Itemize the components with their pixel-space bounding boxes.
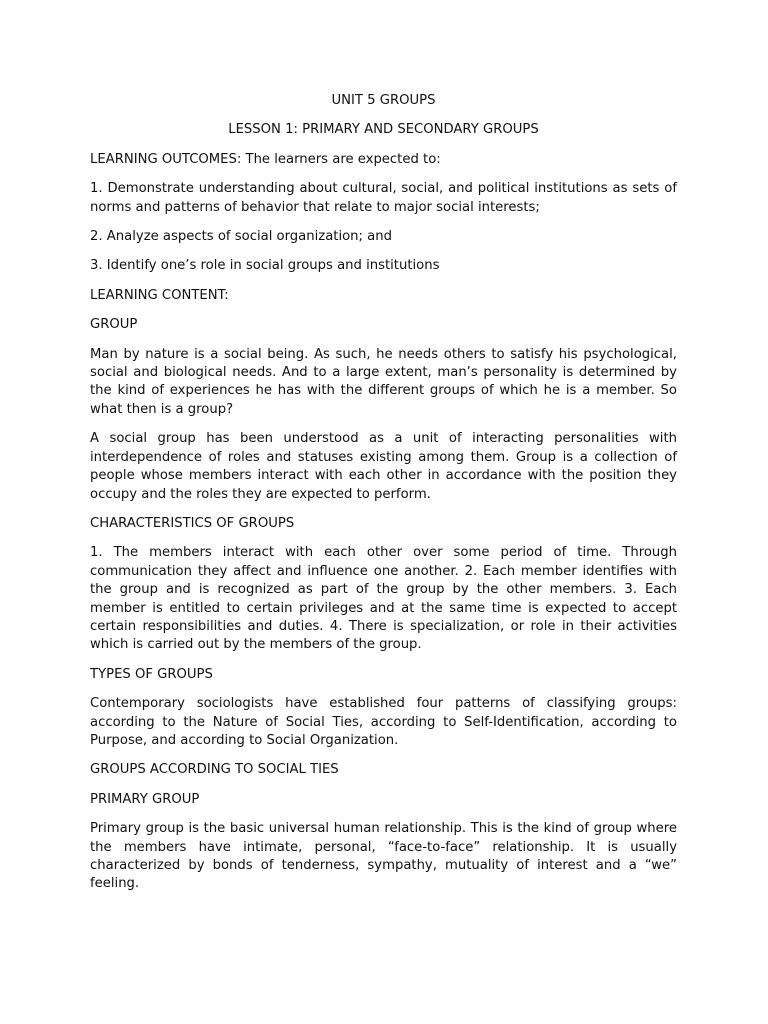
learning-outcomes-intro: LEARNING OUTCOMES: The learners are expected to: [90,151,441,167]
group-paragraph: Man by nature is a social being. As such, he needs others to satisfy his psychological, social and biological needs. And to a large extent, man’s personality is determined by the kind of experiences he has with the different groups of which he is a member. So what then is a group? [90,346,677,417]
group-definition-paragraph: A social group has been understood as a unit of interacting personalities with interdependence of roles and statuses existing among them. Group is a collection of people whose members interact with each other in accordance with the position they occupy and the roles they are expected to perform. [90,431,677,502]
primary-group-heading: PRIMARY GROUP [90,791,200,807]
group-heading: GROUP [90,317,138,333]
types-paragraph: Contemporary sociologists have established four patterns of classifying groups: according to the Nature of Social Ties, according to Self-Identification, according to Purpose, and according to Social Organization. [90,696,677,748]
outcome-item: 1. Demonstrate understanding about cultural, social, and political institutions as sets of norms and patterns of behavior that relate to major social interests; [90,181,677,215]
outcome-item: 3. Identify one’s role in social groups and institutions [90,258,440,274]
outcome-item: 2. Analyze aspects of social organization; and [90,229,392,245]
social-ties-heading: GROUPS ACCORDING TO SOCIAL TIES [90,762,339,778]
characteristics-heading: CHARACTERISTICS OF GROUPS [90,515,295,531]
characteristics-paragraph: 1. The members interact with each other over some period of time. Through communication they affect and influence one another. 2. Each member identifies with the group and is recognized as part of the group by the other members. 3. Each member is entitled to certain privileges and at the same time is expected to accept certain responsibilities and duties. 4. There is specialization, or role in their activities which is carried out by the members of the group. [90,545,677,653]
learning-content-heading: LEARNING CONTENT: [90,287,229,303]
document-page [90,92,677,905]
primary-group-paragraph: Primary group is the basic universal human relationship. This is the kind of group where the members have intimate, personal, “face-to-face” relationship. It is usually characterized by bonds of tenderness, sympathy, mutuality of interest and a “we” feeling. [90,821,677,892]
lesson-title: LESSON 1: PRIMARY AND SECONDARY GROUPS [228,122,539,138]
types-heading: TYPES OF GROUPS [90,666,213,682]
unit-title: UNIT 5 GROUPS [331,93,436,108]
